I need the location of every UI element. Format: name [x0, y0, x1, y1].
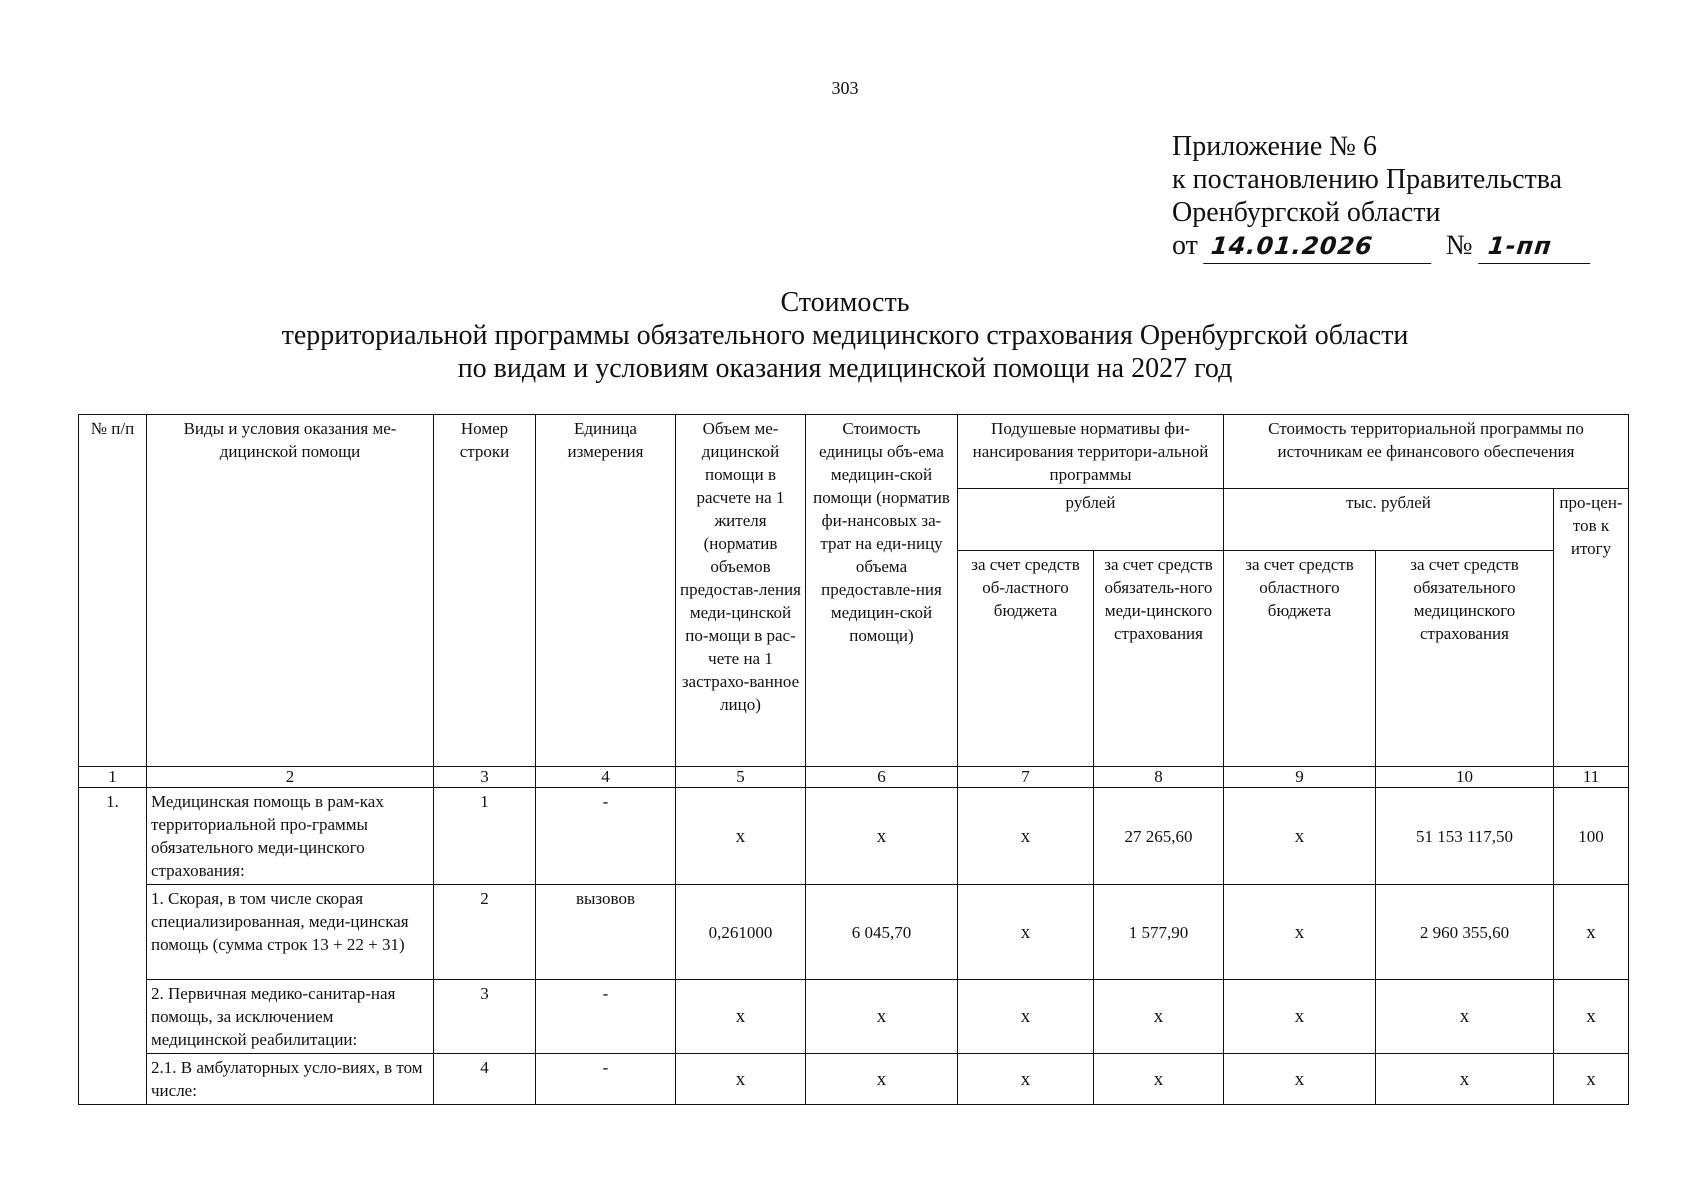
header-oms-10: за счет средств обязательного медицинского страхования [1376, 551, 1554, 767]
header-line-no: Номер строки [434, 415, 536, 767]
header-no: № п/п [79, 415, 147, 767]
number-prefix: № [1445, 230, 1473, 261]
title-line-3: по видам и условиям оказания медицинской помощи на 2027 год [457, 353, 1233, 384]
row-oms-per-capita: х [1094, 980, 1224, 1054]
header-unit: Единица измерения [536, 415, 676, 767]
appendix-line-1: Приложение № 6 [1172, 131, 1377, 162]
row-regional-total: х [1224, 788, 1376, 885]
table-row [79, 1054, 1629, 1105]
row-percent: 100 [1554, 788, 1629, 885]
row-oms-total: 2 960 355,60 [1376, 885, 1554, 980]
column-number: 5 [676, 767, 806, 788]
column-number: 9 [1224, 767, 1376, 788]
column-number: 8 [1094, 767, 1224, 788]
cost-table [78, 414, 1629, 1105]
row-volume: х [676, 788, 806, 885]
row-cost-unit: х [806, 980, 958, 1054]
header-cost-unit: Стоимость единицы объ-ема медицин-ской помощи (норматив фи-нансовых за-трат на еди-ницу объема предоставле-ния медицин-ской помощи) [806, 415, 958, 767]
row-oms-per-capita: 27 265,60 [1094, 788, 1224, 885]
row-oms-per-capita: 1 577,90 [1094, 885, 1224, 980]
row-cost-unit: х [806, 1054, 958, 1105]
row-unit: - [536, 788, 676, 885]
title-line-1: Стоимость [780, 287, 910, 318]
row-kind: 2. Первичная медико-санитар-ная помощь, за исключением медицинской реабилитации: [147, 980, 434, 1054]
row-regional-per-capita: х [958, 1054, 1094, 1105]
row-oms-total: х [1376, 980, 1554, 1054]
column-number: 3 [434, 767, 536, 788]
column-number: 10 [1376, 767, 1554, 788]
row-regional-per-capita: х [958, 885, 1094, 980]
row-percent: х [1554, 1054, 1629, 1105]
date-prefix: от [1172, 230, 1198, 261]
header-volume: Объем ме-дицинской помощи в расчете на 1 жителя (норматив объемов предостав-ления меди-цинской по-мощи в рас-чете на 1 застрахо-ванное лицо) [676, 415, 806, 767]
row-oms-total: 51 153 117,50 [1376, 788, 1554, 885]
row-unit: - [536, 1054, 676, 1105]
row-regional-total: х [1224, 980, 1376, 1054]
column-number-row [79, 767, 1629, 788]
row-cost-unit: х [806, 788, 958, 885]
header-rubles: рублей [958, 489, 1224, 551]
header-row-1 [79, 415, 1629, 489]
page-number: 303 [831, 78, 859, 98]
header-thousand-rubles: тыс. рублей [1224, 489, 1554, 551]
row-kind: 1. Скорая, в том числе скорая специализированная, меди-цинская помощь (сумма строк 13 + 22 + 31) [147, 885, 434, 980]
row-kind: 2.1. В амбулаторных усло-виях, в том числе: [147, 1054, 434, 1105]
header-percent: про-цен-тов к итогу [1554, 489, 1629, 767]
row-kind: Медицинская помощь в рам-ках территориальной про-граммы обязательного меди-цинского страхования: [147, 788, 434, 885]
row-cost-unit: 6 045,70 [806, 885, 958, 980]
appendix-line-3: Оренбургской области [1172, 197, 1441, 228]
row-line: 1 [434, 788, 536, 885]
appendix-block [1172, 130, 1592, 264]
appendix-date-line [1172, 229, 1592, 264]
column-number: 7 [958, 767, 1094, 788]
header-regional-budget-7: за счет средств об-ластного бюджета [958, 551, 1094, 767]
header-kind: Виды и условия оказания ме-дицинской помощи [147, 415, 434, 767]
handwritten-number: 1-пп [1478, 230, 1594, 264]
row-oms-total: х [1376, 1054, 1554, 1105]
row-line: 3 [434, 980, 536, 1054]
row-no: 1. [79, 788, 147, 1105]
row-percent: х [1554, 885, 1629, 980]
table-row [79, 788, 1629, 885]
row-line: 4 [434, 1054, 536, 1105]
document-title [0, 286, 1690, 385]
column-number: 4 [536, 767, 676, 788]
header-per-capita: Подушевые нормативы фи-нансирования территори-альной программы [958, 415, 1224, 489]
handwritten-date: 14.01.2026 [1203, 230, 1435, 264]
row-regional-per-capita: х [958, 980, 1094, 1054]
row-regional-total: х [1224, 885, 1376, 980]
header-regional-budget-9: за счет средств областного бюджета [1224, 551, 1376, 767]
row-regional-per-capita: х [958, 788, 1094, 885]
row-volume: 0,261000 [676, 885, 806, 980]
row-volume: х [676, 980, 806, 1054]
row-line: 2 [434, 885, 536, 980]
row-oms-per-capita: х [1094, 1054, 1224, 1105]
row-volume: х [676, 1054, 806, 1105]
appendix-line-2: к постановлению Правительства [1172, 164, 1563, 195]
table-row [79, 980, 1629, 1054]
title-line-2: территориальной программы обязательного медицинского страхования Оренбургской области [281, 320, 1409, 351]
header-program-cost: Стоимость территориальной программы по источникам ее финансового обеспечения [1224, 415, 1629, 489]
row-regional-total: х [1224, 1054, 1376, 1105]
column-number: 11 [1554, 767, 1629, 788]
row-unit: - [536, 980, 676, 1054]
column-number: 6 [806, 767, 958, 788]
column-number: 1 [79, 767, 147, 788]
row-percent: х [1554, 980, 1629, 1054]
column-number: 2 [147, 767, 434, 788]
row-unit: вызовов [536, 885, 676, 980]
header-oms-8: за счет средств обязатель-ного меди-цинского страхования [1094, 551, 1224, 767]
table-row [79, 885, 1629, 980]
